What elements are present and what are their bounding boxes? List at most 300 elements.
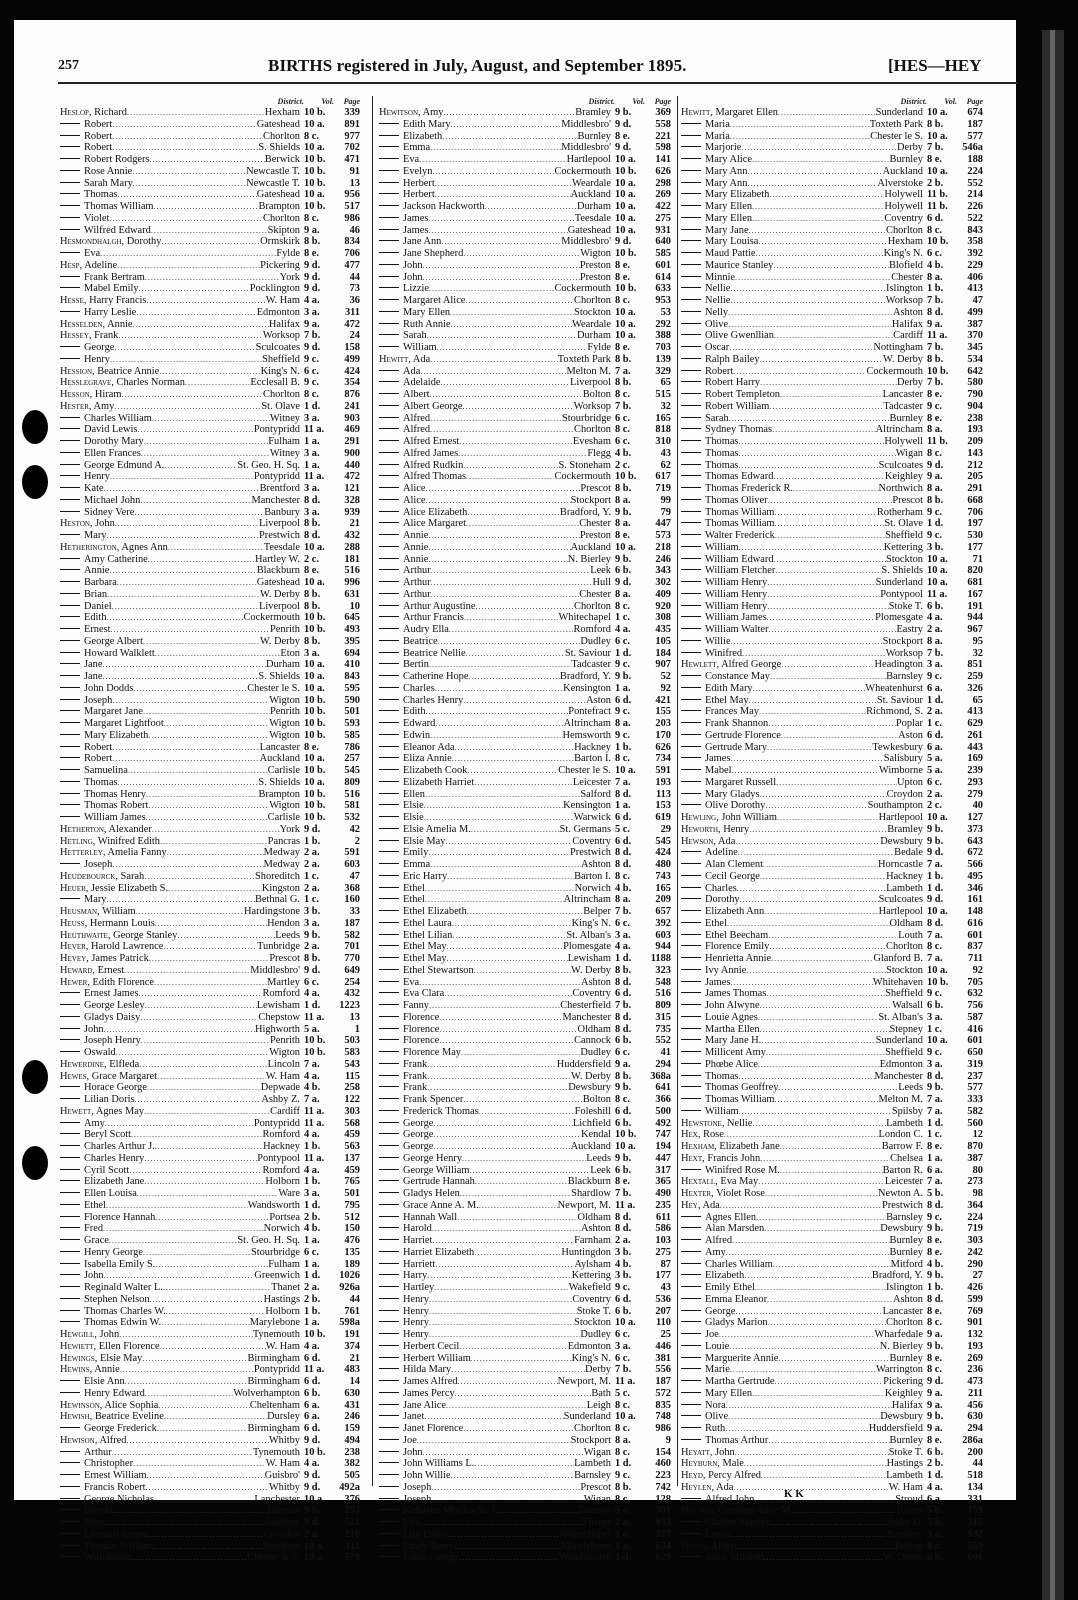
- entry-given-names: Winifred Edith: [97, 835, 160, 847]
- entry-district: Lewisham: [256, 1000, 300, 1011]
- entry-district: Wakefield: [568, 1282, 611, 1293]
- index-entry: [379, 389, 671, 401]
- entry-given-names: Emily: [403, 847, 429, 859]
- ditto-dash: [681, 146, 701, 147]
- index-entry: [681, 1176, 983, 1188]
- index-entry: [60, 413, 360, 425]
- entry-given-names: Martha Ellen: [705, 1023, 760, 1035]
- entry-volume: 6 c.: [304, 976, 320, 988]
- entry-volume: 7 b.: [927, 377, 944, 389]
- entry-page: 629: [967, 718, 983, 729]
- entry-page: 395: [344, 635, 360, 647]
- index-entry: [681, 1447, 983, 1459]
- entry-district: Shardlow: [571, 1188, 611, 1199]
- index-entry: [60, 1024, 360, 1036]
- index-entry: [60, 1247, 360, 1259]
- index-entry: [60, 554, 360, 566]
- entry-page: 143: [967, 447, 983, 459]
- entry-given-names: John: [99, 1329, 120, 1340]
- entry-name: [60, 1294, 150, 1306]
- entry-district: Stepney: [889, 1023, 923, 1035]
- entry-given-names: Amy: [93, 400, 115, 412]
- entry-district: Kendal: [580, 1129, 611, 1141]
- ditto-dash: [379, 675, 399, 676]
- entry-page: 426: [967, 1282, 983, 1293]
- entry-district: Brampton: [258, 201, 300, 212]
- entry-given-names: Eva Clara: [403, 988, 445, 1000]
- entry-page: 681: [967, 577, 983, 588]
- entry-page: 310: [655, 436, 671, 447]
- entry-given-names: Ernest William: [84, 1470, 147, 1481]
- ditto-dash: [379, 511, 399, 512]
- entry-page: 944: [655, 941, 671, 953]
- ditto-dash: [60, 616, 80, 617]
- leader-dots: [744, 1458, 887, 1470]
- entry-given-names: Arthur Augustine: [403, 600, 476, 612]
- ditto-dash: [681, 1298, 701, 1299]
- index-entry: [379, 847, 671, 859]
- entry-name: [60, 1306, 166, 1318]
- entry-volume: 9 d.: [304, 1434, 321, 1446]
- entry-volume: 9 d.: [304, 823, 321, 835]
- entry-volume: 9 c.: [927, 1047, 943, 1058]
- index-entry: [681, 1364, 983, 1376]
- entry-given-names: Mary Ann: [705, 177, 748, 189]
- ditto-dash: [681, 323, 701, 324]
- entry-district: St. Geo. H. Sq.: [237, 459, 300, 471]
- entry-given-names: Lily: [403, 1517, 421, 1528]
- entry-surname: Hession,: [60, 365, 95, 377]
- entry-district: Pontypridd: [253, 471, 300, 483]
- entry-name: [379, 554, 428, 566]
- index-entry: [681, 812, 983, 824]
- leader-dots: [730, 1364, 876, 1376]
- entry-name: [379, 636, 438, 648]
- entry-page: 328: [344, 494, 360, 506]
- entry-page: 253: [344, 1505, 360, 1517]
- ditto-dash: [681, 675, 701, 676]
- leader-dots: [463, 1094, 582, 1106]
- entry-page: 668: [967, 494, 983, 506]
- entry-given-names: Minnie: [705, 271, 736, 283]
- ditto-dash: [60, 781, 80, 782]
- entry-district: Whitby: [268, 1434, 300, 1446]
- index-entry: [60, 1165, 360, 1177]
- leader-dots: [731, 636, 883, 648]
- entry-given-names: Herbert: [403, 177, 435, 189]
- entry-page: 170: [655, 729, 671, 741]
- entry-given-names: Thomas William: [84, 201, 154, 212]
- entry-page: 9: [665, 1434, 671, 1446]
- leader-dots: [430, 142, 561, 154]
- entry-name: [379, 272, 423, 284]
- entry-volume: 8 e.: [927, 412, 943, 424]
- entry-volume: 10 b.: [927, 236, 949, 248]
- index-entry: [60, 389, 360, 401]
- entry-district: Romford: [573, 624, 611, 635]
- index-entry: [379, 577, 671, 589]
- entry-given-names: Francis Robert: [84, 1481, 146, 1493]
- ditto-dash: [681, 922, 701, 923]
- entry-given-names: Harry: [403, 1270, 428, 1282]
- entry-page: 275: [655, 1246, 671, 1258]
- entry-volume: 3 a.: [615, 1340, 631, 1352]
- leader-dots: [760, 1000, 893, 1012]
- entry-volume: 10 a.: [927, 906, 948, 917]
- leader-dots: [145, 272, 280, 284]
- entry-name: [60, 918, 155, 930]
- entry-page: 52: [660, 671, 671, 682]
- index-entry: [379, 836, 671, 848]
- ditto-dash: [60, 699, 80, 700]
- entry-page: 333: [967, 1094, 983, 1105]
- leader-dots: [431, 589, 580, 601]
- entry-surname: Hewins,: [60, 1364, 93, 1376]
- ditto-dash: [379, 922, 399, 923]
- entry-name: [60, 730, 148, 742]
- index-entry: [681, 706, 983, 718]
- index-entry: [60, 742, 360, 754]
- header-rule: [58, 82, 1018, 84]
- entry-volume: 3 a.: [304, 306, 320, 318]
- index-entry: [60, 354, 360, 366]
- entry-page: 630: [967, 1411, 983, 1423]
- entry-page: 216: [344, 1528, 360, 1540]
- entry-given-names: Herbert: [403, 189, 435, 201]
- entry-name: [681, 1494, 754, 1506]
- entry-volume: 2 b.: [304, 1211, 321, 1223]
- index-entry: [681, 624, 983, 636]
- entry-name: [60, 295, 146, 307]
- leader-dots: [133, 1458, 266, 1470]
- entry-page: 599: [967, 1293, 983, 1305]
- entry-district: Richmond, S.: [866, 706, 923, 718]
- index-entry: [681, 589, 983, 601]
- entry-page: 315: [967, 1517, 983, 1528]
- ditto-dash: [60, 205, 80, 206]
- entry-name: [60, 1235, 109, 1247]
- entry-volume: 8 b.: [615, 353, 632, 365]
- entry-given-names: William Henry: [705, 577, 768, 588]
- entry-page: 591: [655, 765, 671, 776]
- entry-volume: 8 a.: [927, 271, 943, 283]
- leader-dots: [112, 695, 269, 707]
- entry-district: Auckland: [570, 1141, 611, 1152]
- entry-given-names: Sydney Thomas: [705, 424, 773, 436]
- entry-name: [681, 366, 733, 378]
- entry-page: 563: [344, 1141, 360, 1152]
- entry-district: Teesdale: [263, 541, 300, 553]
- leader-dots: [115, 518, 259, 530]
- leader-dots: [775, 518, 885, 530]
- entry-district: Manchester: [874, 1070, 923, 1082]
- entry-page: 368: [344, 882, 360, 894]
- entry-district: Derby: [585, 1364, 611, 1376]
- leader-dots: [760, 789, 887, 801]
- entry-volume: 11 a.: [615, 1376, 636, 1387]
- entry-district: Sculcoates: [878, 459, 923, 471]
- entry-name: [681, 1458, 744, 1470]
- leader-dots: [154, 1541, 264, 1553]
- entry-district: Leeds: [586, 1152, 611, 1164]
- entry-page: 809: [344, 776, 360, 788]
- entry-surname: Hever,: [60, 941, 89, 953]
- entry-name: [60, 847, 167, 859]
- entry-page: 953: [655, 295, 671, 306]
- entry-name: [60, 1494, 154, 1506]
- ditto-dash: [379, 381, 399, 382]
- index-entry: [60, 260, 360, 272]
- entry-name: [379, 777, 474, 789]
- entry-volume: 6 b.: [927, 600, 944, 612]
- entry-district: Pocklington: [249, 283, 300, 295]
- entry-district: Altrincham: [875, 424, 923, 436]
- index-entry: [379, 448, 671, 460]
- entry-name: [60, 507, 134, 519]
- entry-volume: 8 e.: [304, 565, 320, 577]
- entry-name: [60, 906, 136, 918]
- ditto-dash: [379, 1075, 399, 1076]
- entry-volume: 2 a.: [304, 882, 320, 894]
- entry-district: St. Olave: [884, 518, 923, 530]
- entry-page: 71: [972, 553, 983, 565]
- entry-page: 761: [344, 1305, 360, 1317]
- entry-given-names: Charles Stanley: [705, 1517, 771, 1528]
- entry-given-names: William: [705, 541, 739, 553]
- entry-name: [681, 1435, 768, 1447]
- index-entry: [379, 366, 671, 378]
- entry-page: 967: [967, 624, 983, 635]
- entry-surname: Hey,: [681, 1199, 701, 1211]
- entry-volume: 4 a.: [304, 1164, 320, 1176]
- entry-given-names: Robert: [84, 741, 113, 753]
- entry-page: 21: [349, 518, 360, 530]
- index-entry: [60, 836, 360, 848]
- entry-volume: 8 c.: [615, 1094, 631, 1105]
- ditto-dash: [379, 299, 399, 300]
- index-entry: [60, 1212, 360, 1224]
- entry-district: Gateshead: [256, 577, 300, 588]
- leader-dots: [760, 1153, 890, 1165]
- index-entry: [60, 695, 360, 707]
- entry-name: [60, 248, 100, 260]
- entry-name: [681, 131, 730, 143]
- entry-name: [379, 518, 466, 530]
- leader-dots: [429, 283, 554, 295]
- entry-volume: 10 b.: [304, 107, 326, 118]
- entry-district: Pontypridd: [253, 1117, 300, 1129]
- index-entry: [60, 1059, 360, 1071]
- entry-volume: 8 a.: [615, 1434, 631, 1446]
- entry-district: Eastry: [896, 624, 923, 635]
- entry-name: [379, 1000, 429, 1012]
- leader-dots: [437, 342, 588, 354]
- entry-page: 134: [967, 1481, 983, 1493]
- entry-district: Burnley: [889, 412, 923, 424]
- index-entry: [379, 1223, 671, 1235]
- entry-page: 601: [967, 1035, 983, 1047]
- entry-page: 159: [344, 1423, 360, 1434]
- entry-volume: 7 a.: [927, 1176, 943, 1188]
- entry-district: Norwich: [263, 1223, 300, 1235]
- entry-volume: 8 a.: [615, 588, 631, 600]
- entry-page: 246: [344, 1411, 360, 1423]
- entry-name: [379, 742, 455, 754]
- entry-name: [379, 1353, 471, 1365]
- entry-volume: 6 b.: [927, 1446, 944, 1458]
- entry-name: [681, 1188, 765, 1200]
- entry-page: 1223: [339, 1000, 360, 1011]
- leader-dots: [107, 612, 244, 624]
- ditto-dash: [379, 1451, 399, 1452]
- entry-name: [681, 1035, 761, 1047]
- leader-dots: [728, 319, 892, 331]
- entry-name: [60, 836, 160, 848]
- entry-page: 12: [972, 1129, 983, 1141]
- index-entry: [379, 1505, 671, 1517]
- entry-given-names: Hermann Louis: [89, 917, 155, 929]
- entry-name: [379, 436, 459, 448]
- leader-dots: [137, 1188, 279, 1200]
- entry-name: [60, 1447, 112, 1459]
- entry-name: [681, 871, 760, 883]
- leader-dots: [726, 1400, 892, 1412]
- ditto-dash: [379, 1239, 399, 1240]
- index-entry: [60, 342, 360, 354]
- entry-district: Oldham: [889, 917, 923, 929]
- leader-dots: [439, 1024, 577, 1036]
- ditto-dash: [379, 158, 399, 159]
- ditto-dash: [681, 887, 701, 888]
- entry-district: Sheffield: [885, 530, 923, 541]
- entry-given-names: Margaret Jane: [84, 706, 143, 718]
- entry-district: Prescot: [269, 953, 300, 964]
- leader-dots: [111, 624, 270, 636]
- entry-volume: 8 b.: [304, 600, 321, 612]
- entry-name: [60, 577, 117, 589]
- ditto-dash: [379, 311, 399, 312]
- entry-page: 187: [344, 917, 360, 929]
- ditto-dash: [379, 1462, 399, 1463]
- leader-dots: [780, 1141, 882, 1153]
- entry-given-names: Olive Gwenllian: [705, 330, 774, 342]
- entry-given-names: Harold: [403, 1223, 432, 1235]
- ditto-dash: [379, 652, 399, 653]
- leader-dots: [775, 530, 885, 542]
- leader-dots: [419, 977, 581, 989]
- entry-district: Auckland: [259, 753, 300, 765]
- entry-page: 552: [967, 177, 983, 189]
- index-entry: [379, 1306, 671, 1318]
- entry-name: [681, 1200, 720, 1212]
- entry-surname: Hetherington,: [60, 541, 120, 553]
- entry-volume: 9 a.: [304, 318, 320, 330]
- entry-name: [681, 424, 772, 436]
- index-entry: [379, 1470, 671, 1482]
- index-entry: [60, 189, 360, 201]
- index-entry: [60, 166, 360, 178]
- entry-district: Birmingham: [247, 1423, 300, 1434]
- entry-name: [379, 354, 430, 366]
- ditto-dash: [379, 1521, 399, 1522]
- entry-page: 368a: [650, 1070, 671, 1082]
- leader-dots: [469, 1165, 590, 1177]
- entry-name: [681, 894, 740, 906]
- index-entry: [379, 1059, 671, 1071]
- index-entry: [681, 1047, 983, 1059]
- entry-surname: Hesse,: [60, 295, 87, 306]
- column-header-district: District.: [277, 97, 304, 106]
- entry-volume: 6 b.: [615, 1035, 632, 1047]
- ditto-dash: [681, 229, 701, 230]
- entry-given-names: George Lesley: [84, 1000, 145, 1011]
- entry-district: Barnsley: [886, 1211, 923, 1223]
- entry-district: Hull: [592, 577, 611, 588]
- leader-dots: [760, 871, 886, 883]
- ditto-dash: [60, 464, 80, 465]
- entry-given-names: Thomas: [705, 1070, 739, 1082]
- entry-surname: Hevey,: [60, 953, 89, 964]
- entry-page: 308: [655, 612, 671, 624]
- entry-volume: 8 d.: [615, 976, 632, 988]
- entry-given-names: Richard: [94, 107, 128, 118]
- index-entry: [60, 319, 360, 331]
- leader-dots: [145, 1388, 233, 1400]
- ditto-dash: [60, 1427, 80, 1428]
- entry-given-names: Joe: [705, 1329, 719, 1340]
- entry-volume: 9 d.: [927, 847, 944, 859]
- entry-name: [60, 565, 109, 577]
- entry-name: [379, 1106, 479, 1118]
- entry-district: Belper: [583, 906, 611, 917]
- entry-given-names: William James: [84, 812, 146, 823]
- entry-given-names: Bertin: [403, 659, 429, 671]
- entry-given-names: Isabella Emily S.: [84, 1258, 156, 1270]
- entry-district: Berwick: [264, 154, 300, 165]
- entry-name: [60, 260, 117, 272]
- entry-name: [681, 1482, 733, 1494]
- entry-surname: Hewings,: [60, 1352, 98, 1364]
- entry-name: [379, 1529, 448, 1541]
- entry-district: Whitechapel: [558, 612, 611, 624]
- ditto-dash: [379, 746, 399, 747]
- entry-name: [681, 507, 775, 519]
- entry-given-names: Stephen Nelson: [84, 1293, 150, 1305]
- ditto-dash: [60, 898, 80, 899]
- column-header-vol: Vol.: [944, 97, 957, 106]
- ditto-dash: [379, 640, 399, 641]
- entry-given-names: Arthur Francis: [403, 612, 464, 624]
- entry-name: [60, 1035, 141, 1047]
- index-entry: [379, 1270, 671, 1282]
- ditto-dash: [681, 957, 701, 958]
- entry-volume: 8 c.: [615, 1446, 631, 1458]
- entry-given-names: Robert: [84, 118, 113, 130]
- index-entry: [60, 753, 360, 765]
- entry-volume: 2 c.: [615, 459, 631, 471]
- index-entry: [681, 777, 983, 789]
- column-header-district: District.: [588, 97, 615, 106]
- entry-given-names: Ernest James: [84, 988, 139, 1000]
- leader-dots: [739, 1106, 892, 1118]
- entry-district: Sculcoates: [878, 894, 923, 906]
- index-entry: [60, 601, 360, 613]
- entry-given-names: Jane Shepherd: [403, 248, 464, 259]
- entry-name: [60, 107, 127, 119]
- entry-volume: 8 d.: [615, 1011, 632, 1023]
- ditto-dash: [60, 135, 80, 136]
- entry-district: Portsea: [269, 1211, 300, 1223]
